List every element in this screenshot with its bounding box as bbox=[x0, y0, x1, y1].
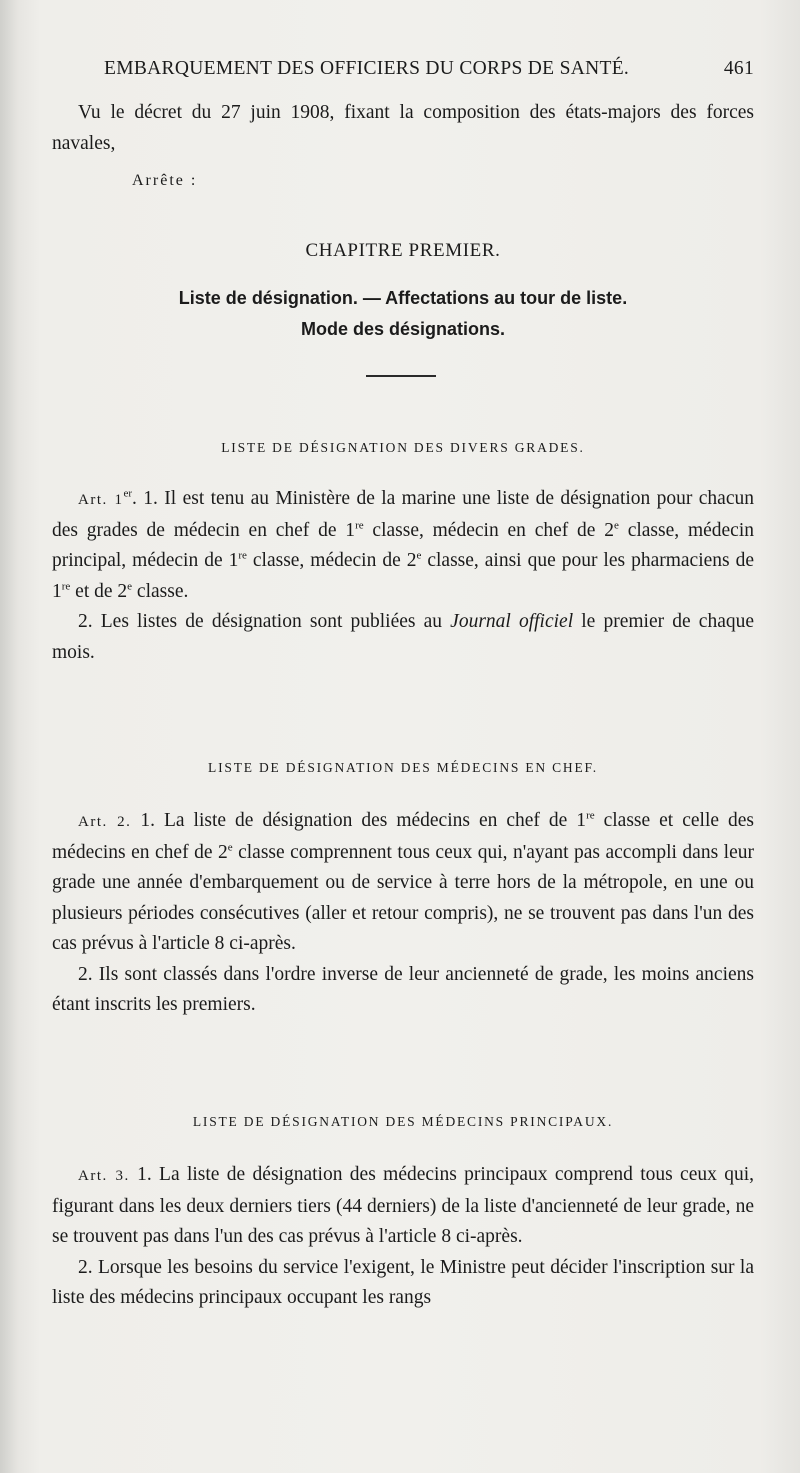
a1p1-sup-5: re bbox=[61, 580, 71, 592]
a1p1-text-f: et de 2 bbox=[70, 580, 128, 602]
vu-clause: Vu le décret du 27 juin 1908, fixant la composition des états-majors des forces navales, bbox=[52, 102, 754, 154]
article-1-label-dot: . bbox=[132, 488, 137, 509]
section-3-heading-block bbox=[52, 1114, 754, 1130]
chapter-title: CHAPITRE PREMIER. bbox=[305, 240, 501, 261]
article-1-label-sup: er bbox=[123, 487, 133, 500]
article-3-paragraph-2: 2. Lorsque les besoins du service l'exigent, le Ministre peut décider l'inscription sur la liste des médecins principaux occupant les rangs bbox=[52, 1256, 754, 1308]
section-2-heading: LISTE DE DÉSIGNATION DES MÉDECINS EN CHEF. bbox=[208, 760, 598, 775]
a1p1-sup-4: e bbox=[416, 549, 422, 562]
section-2-body bbox=[52, 806, 754, 1021]
a1p1-text-d: classe, médecin de 2 bbox=[246, 550, 417, 571]
article-2-label: Art. 2. bbox=[78, 814, 132, 830]
chapter-subtitle-1: Liste de désignation. — Affectations au tour de liste. bbox=[178, 288, 628, 308]
article-2-paragraph-2: 2. Ils sont classés dans l'ordre inverse de leur ancienneté de grade, les moins anciens étant inscrits les premiers. bbox=[52, 963, 754, 1015]
chapter-title-block bbox=[52, 240, 754, 262]
article-3-label: Art. 3. bbox=[78, 1168, 130, 1184]
section-1-body bbox=[52, 484, 754, 668]
section-1-heading-block bbox=[52, 440, 754, 456]
running-header bbox=[104, 58, 754, 80]
a1p1-text-g: classe. bbox=[132, 580, 189, 602]
arrete-line bbox=[132, 172, 432, 190]
separator-rule bbox=[366, 375, 436, 377]
article-1-paragraph-2 bbox=[52, 607, 754, 668]
article-2-paragraph-1 bbox=[52, 806, 754, 960]
header-title: EMBARQUEMENT DES OFFICIERS DU CORPS DE SANTÉ. bbox=[104, 58, 630, 79]
section-3-body bbox=[52, 1160, 754, 1314]
a1p2-text-b: le premier de chaque mois. bbox=[52, 611, 754, 663]
a1p2-text-a: 2. Les listes de désignation sont publiées au bbox=[78, 611, 451, 632]
a1p1-sup-1: re bbox=[355, 519, 364, 531]
article-1-paragraph-1 bbox=[52, 484, 754, 607]
a3p1-text: 1. La liste de désignation des médecins principaux comprend tous ceux qui, figurant dans les deux derniers tiers (44 derniers) de la liste d'ancienneté de leur grade, ne se trouvent pas dans l'un des cas prévus à l'article 8 ci-après. bbox=[52, 1164, 754, 1247]
a1p1-sup-2: e bbox=[614, 519, 619, 531]
a2p1-text-b: classe et celle des médecins en chef de 2 bbox=[52, 810, 755, 863]
a1p1-text-e: classe, ainsi que pour les pharmaciens de 1 bbox=[52, 550, 755, 602]
a1p1-text-b: classe, médecin en chef de 2 bbox=[363, 519, 615, 541]
section-3-heading: LISTE DE DÉSIGNATION DES MÉDECINS PRINCIPAUX. bbox=[192, 1114, 614, 1129]
journal-officiel-title: Journal officiel bbox=[450, 611, 574, 632]
chapter-subtitle-block bbox=[52, 283, 754, 345]
a2p1-sup-1: re bbox=[586, 809, 595, 822]
a1p1-text-c: classe, médecin principal, médecin de 1 bbox=[52, 519, 754, 571]
a1p1-sup-6: e bbox=[127, 580, 133, 592]
section-1-heading: LISTE DE DÉSIGNATION DES DIVERS GRADES. bbox=[221, 440, 585, 455]
intro-paragraph bbox=[52, 98, 754, 159]
a2p1-sup-2: e bbox=[227, 841, 233, 853]
chapter-subtitle-2: Mode des désignations. bbox=[300, 319, 506, 339]
article-1-label: Art. 1 bbox=[78, 492, 124, 508]
a1p1-sup-3: re bbox=[238, 549, 247, 562]
a1p1-text-a: 1. Il est tenu au Ministère de la marine une liste de désignation pour chacun des grades de médecin en chef de 1 bbox=[52, 488, 754, 541]
section-2-heading-block bbox=[52, 760, 754, 776]
article-3-paragraph-1 bbox=[52, 1160, 754, 1253]
a2p1-text-a: 1. La liste de désignation des médecins en chef de 1 bbox=[140, 810, 587, 831]
page-number: 461 bbox=[723, 58, 754, 79]
arrete-label: Arrête : bbox=[132, 172, 198, 189]
a2p1-text-c: classe comprennent tous ceux qui, n'ayant pas accompli dans leur grade une année d'embarquement ou de service à terre hors de la métropole, en une ou plusieurs périodes consécutives (aller et retour compris), ne se trouvent pas dans l'un des cas prévus à l'article 8 ci-après. bbox=[52, 841, 754, 954]
